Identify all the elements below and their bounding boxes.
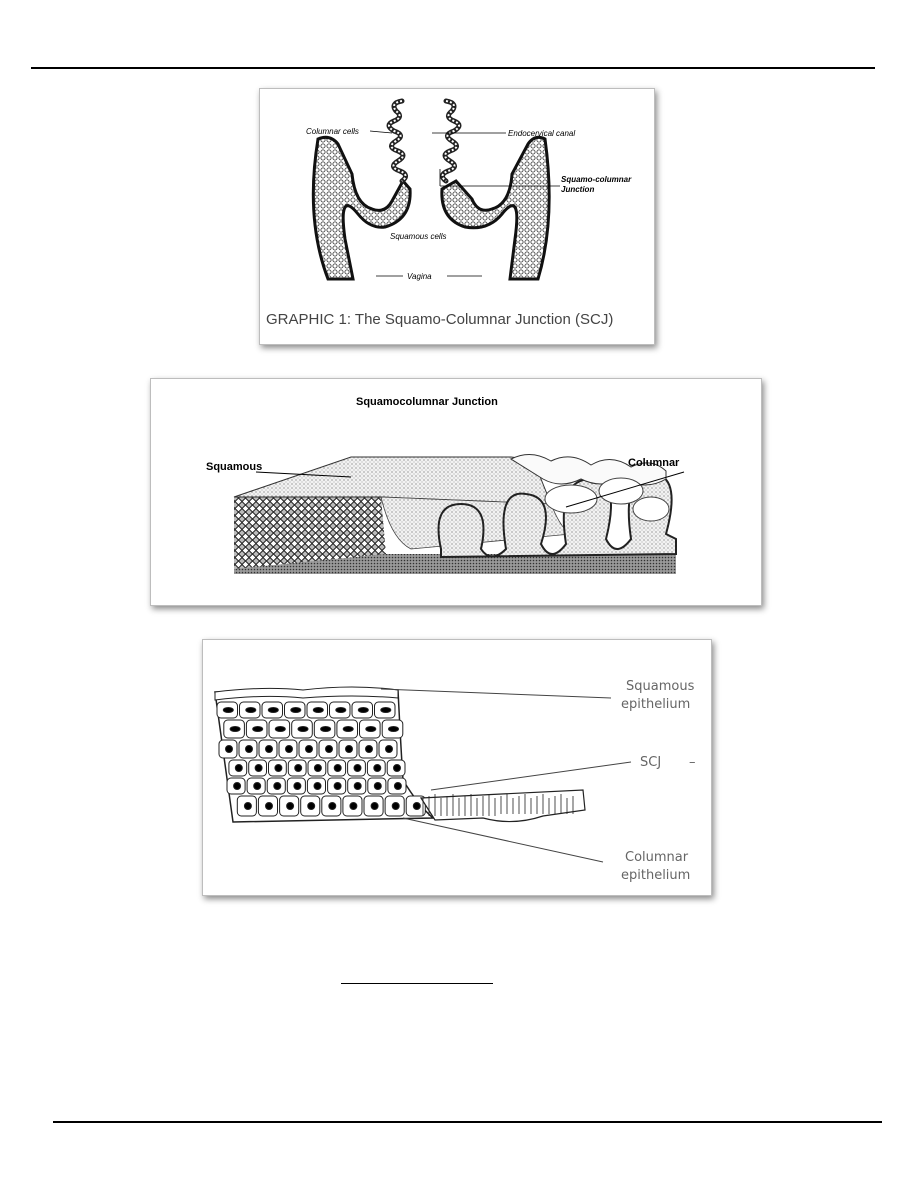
- cell-nucleus: [346, 746, 353, 753]
- footer-rule: [53, 1121, 882, 1123]
- cell-nucleus: [334, 783, 341, 790]
- cell-nucleus: [334, 765, 341, 772]
- cell-nucleus: [329, 803, 336, 810]
- cell-nucleus: [358, 708, 368, 713]
- squamous-top-surface: [234, 457, 551, 504]
- label-squamo-columnar: Squamo-columnar: [561, 175, 632, 184]
- cell-nucleus: [275, 727, 285, 732]
- cell-nucleus: [313, 708, 323, 713]
- short-underline: [341, 983, 493, 984]
- cell-nucleus: [314, 765, 321, 772]
- label-squamous-line2: epithelium: [621, 697, 691, 712]
- cell-nucleus: [246, 746, 253, 753]
- right-cervix-wall: [442, 137, 549, 279]
- cell-nucleus: [354, 765, 361, 772]
- leader-scj: [431, 762, 631, 790]
- cell-nucleus: [389, 727, 399, 732]
- cell-nucleus: [275, 765, 282, 772]
- columnar-villus-3: [633, 497, 669, 521]
- left-cervix-wall: [313, 137, 410, 279]
- leader-squamous-epithelium: [381, 689, 611, 698]
- cell-nucleus: [326, 746, 333, 753]
- cell-nucleus: [374, 765, 381, 772]
- label-endocervical-canal: Endocervical canal: [508, 129, 576, 138]
- label-squamous-line1: Squamous: [626, 679, 695, 694]
- cell-nucleus: [244, 803, 251, 810]
- cell-nucleus: [374, 783, 381, 790]
- cell-nucleus: [354, 783, 361, 790]
- cell-nucleus: [381, 708, 391, 713]
- figure-scj-cervix-cross-section: [259, 88, 655, 345]
- figure-squamocolumnar-junction-3d: [150, 378, 762, 606]
- epithelium-diagram: [203, 640, 711, 895]
- cell-nucleus: [314, 783, 321, 790]
- cell-nucleus: [235, 765, 242, 772]
- cell-nucleus: [392, 803, 399, 810]
- cell-nucleus: [223, 708, 233, 713]
- cell-nucleus: [386, 746, 393, 753]
- cell-nucleus: [306, 746, 313, 753]
- cell-nucleus: [246, 708, 256, 713]
- cell-nucleus: [287, 803, 294, 810]
- cell-nucleus: [274, 783, 281, 790]
- columnar-epithelium-strip: [421, 790, 585, 822]
- figure1-caption: GRAPHIC 1: The Squamo-Columnar Junction (SCJ): [266, 311, 614, 328]
- cell-nucleus: [343, 727, 353, 732]
- cell-nucleus: [268, 708, 278, 713]
- label-columnar-line1: Columnar: [625, 850, 689, 865]
- cell-nucleus: [295, 765, 302, 772]
- label-junction: Junction: [561, 185, 595, 194]
- cell-nucleus: [294, 783, 301, 790]
- cell-nucleus: [286, 746, 293, 753]
- label-vagina: Vagina: [407, 272, 432, 281]
- cell-nucleus: [291, 708, 301, 713]
- label-columnar-line2: epithelium: [621, 868, 691, 883]
- label-scj-dash: –: [689, 755, 696, 770]
- cell-nucleus: [371, 803, 378, 810]
- figure-scj-epithelium-histology: [202, 639, 712, 896]
- cell-nucleus: [321, 727, 331, 732]
- label-columnar: Columnar: [628, 457, 680, 469]
- label-squamous: Squamous: [206, 461, 263, 473]
- cell-nucleus: [266, 803, 273, 810]
- cell-nucleus: [230, 727, 240, 732]
- junction-3d-diagram: [151, 379, 761, 605]
- cell-nucleus: [308, 803, 315, 810]
- cell-nucleus: [234, 783, 241, 790]
- figure2-title: Squamocolumnar Junction: [356, 396, 498, 408]
- cell-nucleus: [350, 803, 357, 810]
- cell-nucleus: [366, 727, 376, 732]
- columnar-villus-1: [545, 485, 597, 513]
- cell-nucleus: [255, 765, 262, 772]
- cell-nucleus: [394, 783, 401, 790]
- label-squamous-cells: Squamous cells: [390, 232, 447, 241]
- label-scj: SCJ: [640, 755, 662, 770]
- cell-nucleus: [253, 727, 263, 732]
- cell-nucleus: [266, 746, 273, 753]
- cell-nucleus: [366, 746, 373, 753]
- cell-nucleus: [336, 708, 346, 713]
- cervix-diagram: [260, 89, 654, 344]
- header-rule: [31, 67, 875, 69]
- leader-columnar-epithelium: [403, 818, 603, 862]
- cell-nucleus: [226, 746, 233, 753]
- leader-columnar-cells: [370, 131, 392, 133]
- cell-nucleus: [413, 803, 420, 810]
- cell-nucleus: [394, 765, 401, 772]
- label-columnar-cells: Columnar cells: [306, 127, 359, 136]
- cell-nucleus: [254, 783, 261, 790]
- cell-nucleus: [298, 727, 308, 732]
